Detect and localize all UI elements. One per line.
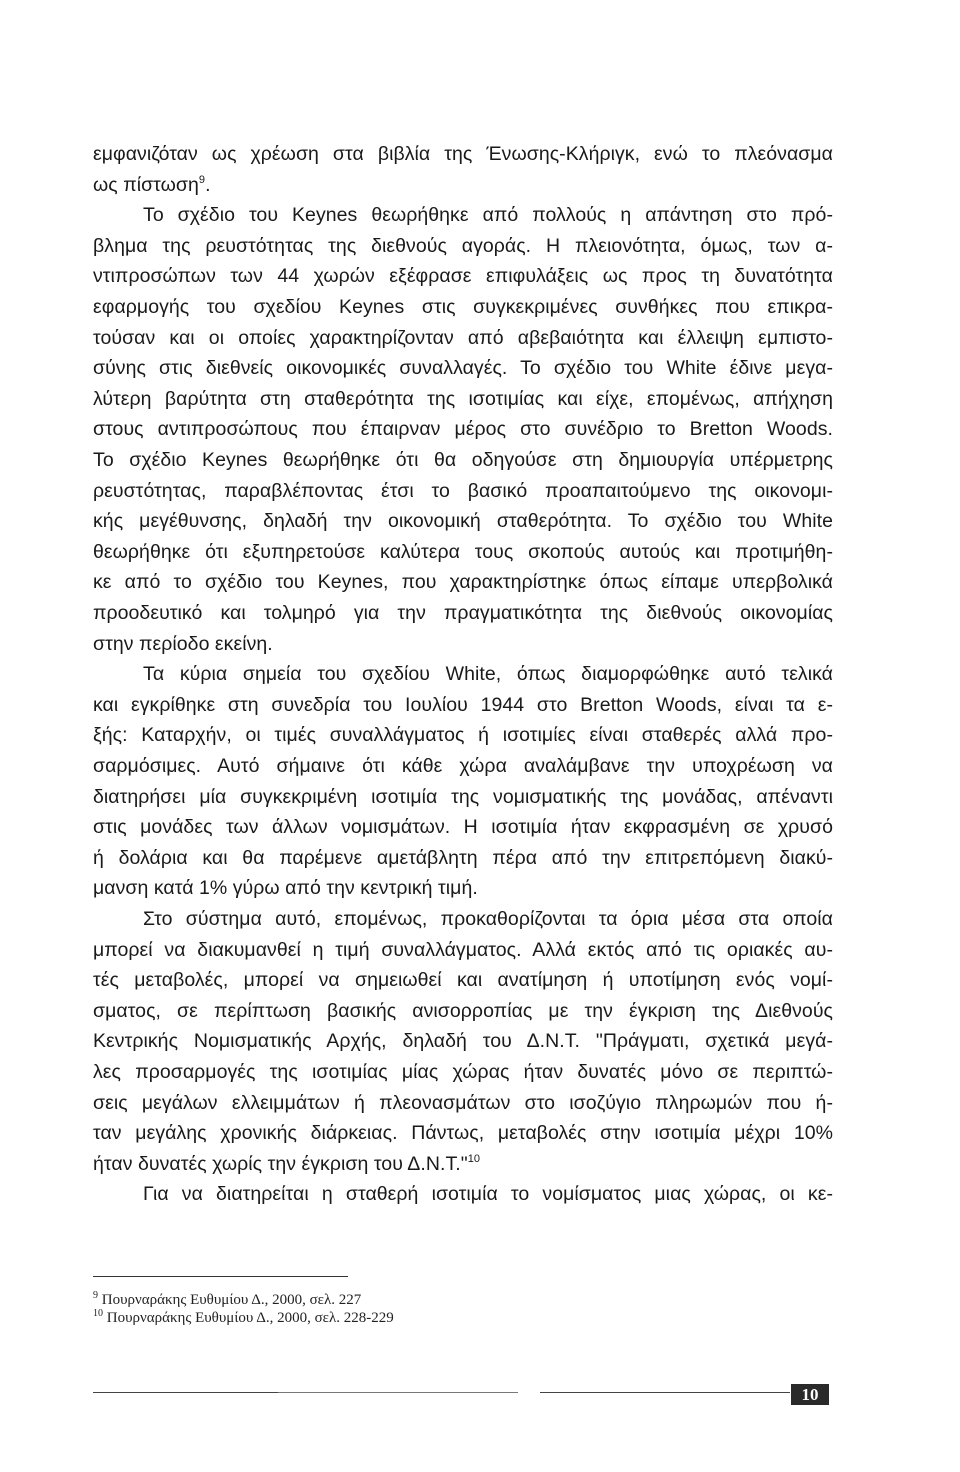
text-line (93, 570, 833, 594)
text-line-content: θεωρήθηκε ότι εξυπηρετούσε καλύτερα τους σκοπούς αυτούς και προτιμήθη- (93, 540, 833, 563)
text-line-content: εφαρμογής του σχεδίου Keynes στις συγκεκριμένες συνθήκες που επικρα- (93, 296, 833, 318)
text-line-content: τούσαν και οι οποίες χαρακτηρίζονταν από αβεβαιότητα και έλλειψη εμπιστο- (93, 326, 833, 349)
text-line-content: ταν μεγάλης χρονικής διάρκειας. Πάντως, μεταβολές στην ισοτιμία μέχρι 10% (93, 1122, 833, 1145)
text-line-content: προοδευτικό και τολμηρό για την πραγματικότητα της διεθνούς οικονομίας (93, 602, 833, 624)
text-line (93, 295, 833, 319)
text-line-content: μπορεί να διακυμανθεί η τιμή συναλλάγματος. Αλλά εκτός από τις οριακές αυ- (93, 938, 833, 961)
text-line-content: Το σχέδιο του Keynes θεωρήθηκε από πολλούς η απάντηση στο πρό- (143, 204, 833, 227)
text-line (93, 754, 833, 778)
text-line-content: λύτερη βαρύτητα στη σταθερότητα της ισοτιμίας και είχε, επομένως, απήχηση (93, 387, 833, 410)
bottom-rule-middle (278, 1392, 518, 1393)
text-line (93, 601, 833, 625)
text-line (93, 173, 833, 197)
text-line (93, 540, 833, 564)
text-line-content: ξής: Καταρχήν, οι τιμές συναλλάγματος ή ισοτιμίες είναι σταθερές αλλά προ- (93, 724, 833, 747)
footnote (93, 1309, 394, 1327)
text-line (143, 662, 833, 686)
text-line (93, 632, 833, 656)
text-line-content: λες προσαρμογές της ισοτιμίας μίας χώρας ήταν δυνατές μόνο σε περιπτώ- (93, 1061, 833, 1083)
text-line (93, 1091, 833, 1115)
text-line (93, 1060, 833, 1084)
footnote-mark: 9 (93, 1290, 98, 1301)
text-line (93, 142, 833, 166)
text-line (93, 693, 833, 717)
text-line (93, 1152, 833, 1176)
text-line (93, 356, 833, 380)
text-line-content: κε από το σχέδιο του Keynes, που χαρακτηρίστηκε όπως είπαμε υπερβολικά (93, 571, 833, 594)
text-line (93, 785, 833, 809)
footnote (93, 1291, 361, 1309)
text-line-content: σύνης στις διεθνείς οικονομικές συναλλαγές. Το σχέδιο του White έδινε μεγα- (93, 357, 833, 380)
text-line (93, 326, 833, 350)
text-line (93, 723, 833, 747)
footnote-reference: 9 (198, 173, 206, 186)
text-line-content: εμφανιζόταν ως χρέωση στα βιβλία της Ένωσης-Κλήριγκ, ενώ το πλεόνασμα (93, 143, 833, 165)
text-line-content: τές μεταβολές, μπορεί να σημειωθεί και ανατίμηση ή υποτίμηση ενός νομί- (93, 969, 833, 992)
footnote-reference: 10 (467, 1152, 481, 1165)
text-line-content: στις μονάδες των άλλων νομισμάτων. Η ισοτιμία ήταν εκφρασμένη σε χρυσό (93, 816, 833, 839)
text-line (93, 815, 833, 839)
text-line-content: ντιπροσώπων των 44 χωρών εξέφρασε επιφυλάξεις ως προς τη δυνατότητα (93, 265, 833, 288)
text-line-content: Κεντρικής Νομισματικής Αρχής, δηλαδή του Δ.Ν.Τ. "Πράγματι, σχετικά μεγά- (93, 1030, 833, 1053)
text-line-content: διατηρήσει μία συγκεκριμένη ισοτιμία της νομισματικής της μονάδας, απέναντι (93, 785, 833, 808)
text-line (93, 876, 833, 900)
text-line-content: ρευστότητας, παραβλέποντας έτσι το βασικό προαπαιτούμενο της οικονομι- (93, 479, 833, 502)
text-line (93, 1121, 833, 1145)
text-line (93, 846, 833, 870)
text-line (93, 999, 833, 1023)
page-number: 10 (791, 1384, 829, 1405)
text-line (93, 264, 833, 288)
text-line (93, 387, 833, 411)
text-line (93, 234, 833, 258)
text-line-content: σεις μεγάλων ελλειμμάτων ή πλεονασμάτων στο ισοζύγιο πληρωμών που ή- (93, 1091, 833, 1114)
text-line-content: στην περίοδο εκείνη. (93, 632, 273, 655)
text-line (93, 938, 833, 962)
text-line-content: ήταν δυνατές χωρίς την έγκριση του Δ.Ν.Τ." (93, 1152, 468, 1175)
text-line (93, 479, 833, 503)
text-line (93, 968, 833, 992)
text-line (143, 203, 833, 227)
text-line-content: και εγκρίθηκε στη συνεδρία του Ιουλίου 1944 στο Bretton Woods, είναι τα ε- (93, 693, 833, 716)
text-line-content: σματος, σε περίπτωση βασικής ανισορροπίας με την έγκριση της Διεθνούς (93, 999, 833, 1022)
text-line-content: Στο σύστημα αυτό, επομένως, προκαθορίζονται τα όρια μέσα στα οποία (143, 908, 833, 930)
text-line-content: στους αντιπροσώπους που έπαιρναν μέρος στο συνέδριο το Bretton Woods. (93, 418, 833, 441)
text-line-content: κής μεγέθυνσης, δηλαδή την οικονομική σταθερότητα. Το σχέδιο του White (93, 510, 833, 533)
text-line-content: Τα κύρια σημεία του σχεδίου White, όπως διαμορφώθηκε αυτό τελικά (143, 663, 833, 686)
text-line-content: Το σχέδιο Keynes θεωρήθηκε ότι θα οδηγούσε στη δημιουργία υπέρμετρης (93, 449, 833, 471)
text-line-content: ως πίστωση (93, 173, 199, 196)
text-line (143, 907, 833, 931)
bottom-rule-left (93, 1392, 278, 1393)
text-line-suffix: . (205, 173, 211, 196)
text-line-content: Για να διατηρείται η σταθερή ισοτιμία το νομίσματος μιας χώρας, οι κε- (143, 1183, 833, 1206)
text-line (93, 448, 833, 472)
text-line (93, 1029, 833, 1053)
text-line-content: βλημα της ρευστότητας της διεθνούς αγοράς. Η πλειονότητα, όμως, των α- (93, 234, 833, 257)
text-line (93, 509, 833, 533)
footnote-text: Πουρναράκης Ευθυμίου Δ., 2000, σελ. 228-229 (103, 1310, 394, 1326)
text-line-content: ή δολάρια και θα παρέμενε αμετάβλητη πέρα από την επιτρεπόμενη διακύ- (93, 846, 833, 869)
footnote-text: Πουρναράκης Ευθυμίου Δ., 2000, σελ. 227 (98, 1292, 362, 1308)
footnote-separator (93, 1276, 348, 1277)
text-line (93, 417, 833, 441)
bottom-rule-right (540, 1392, 790, 1393)
text-line-content: μανση κατά 1% γύρω από την κεντρική τιμή. (93, 877, 478, 900)
text-line (143, 1182, 833, 1206)
footnote-mark: 10 (93, 1308, 103, 1319)
text-line-content: σαρμόσιμες. Αυτό σήμαινε ότι κάθε χώρα αναλάμβανε την υποχρέωση να (93, 755, 833, 777)
